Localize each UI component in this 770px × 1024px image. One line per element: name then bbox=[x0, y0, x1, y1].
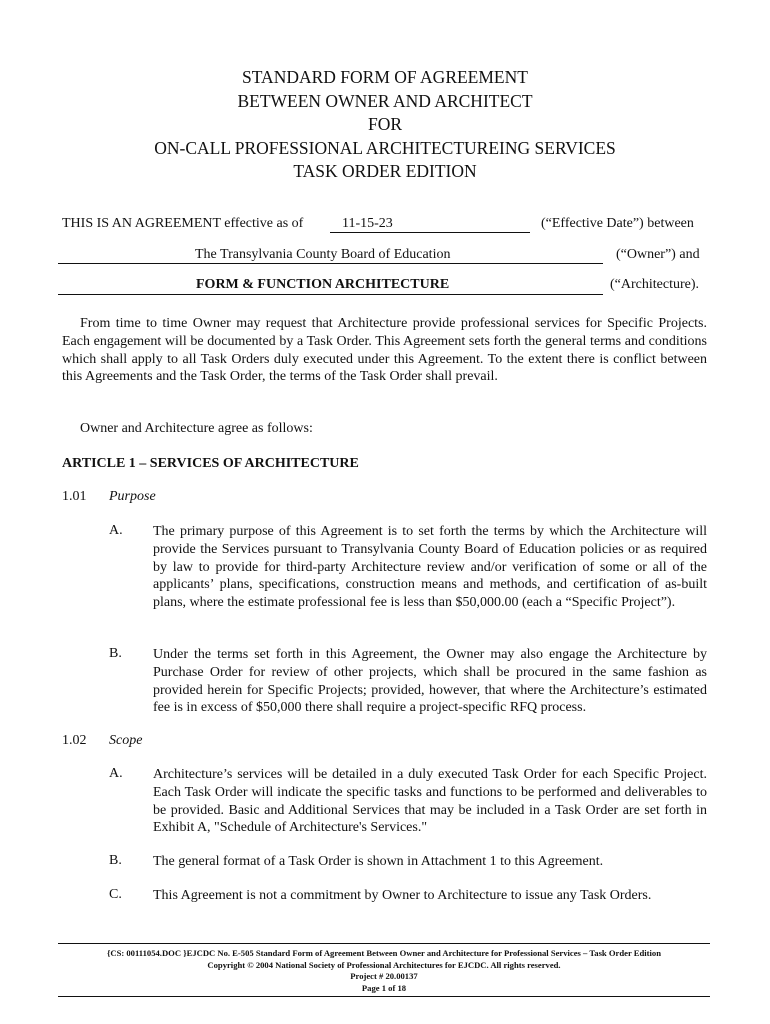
title-line-4: ON-CALL PROFESSIONAL ARCHITECTUREING SERVICES bbox=[154, 137, 616, 158]
footer-rule-top bbox=[58, 943, 710, 944]
item-1-01-b-text: Under the terms set forth in this Agreement, the Owner may also engage the Architecture by Purchase Order for review of other projects, which shall be procured in the same fashion as provided herein for Specific Projects; provided, however, that where the Architecture’s estimated fee is in excess of $50,000 there shall require a project-specific RFQ process. bbox=[153, 647, 707, 716]
title-line-2: BETWEEN OWNER AND ARCHITECT bbox=[237, 90, 533, 111]
owner-suffix: (“Owner”) and bbox=[616, 247, 700, 262]
title-line-5: TASK ORDER EDITION bbox=[293, 161, 477, 182]
section-1-02-heading: Scope bbox=[109, 733, 143, 748]
item-1-01-b-letter: B. bbox=[109, 646, 122, 661]
footer-page-number: Page 1 of 18 bbox=[361, 982, 407, 993]
article-1-heading: ARTICLE 1 – SERVICES OF ARCHITECTURE bbox=[62, 456, 359, 471]
agreement-preamble: Owner and Architecture agree as follows: bbox=[80, 421, 313, 436]
item-1-01-a-letter: A. bbox=[109, 523, 123, 538]
section-1-02-number: 1.02 bbox=[62, 733, 87, 748]
effective-date-value: 11-15-23 bbox=[342, 216, 393, 231]
effective-date-suffix: (“Effective Date”) between bbox=[541, 216, 694, 231]
page-footer bbox=[58, 948, 710, 994]
item-1-02-a-letter: A. bbox=[109, 766, 123, 781]
architect-name-underline bbox=[58, 294, 603, 295]
owner-name-underline bbox=[58, 263, 603, 264]
effective-date-underline bbox=[330, 232, 530, 233]
title-line-1: STANDARD FORM OF AGREEMENT bbox=[242, 67, 528, 87]
architect-suffix: (“Architecture). bbox=[610, 277, 699, 292]
architect-name-value: FORM & FUNCTION ARCHITECTURE bbox=[196, 277, 450, 292]
item-1-02-b-letter: B. bbox=[109, 853, 122, 868]
intro-paragraph: From time to time Owner may request that Architecture provide professional services for Specific Projects. Each engagement will be documented by a Task Order. This Agreement sets forth the general terms and conditions which shall apply to all Task Orders duly executed under this Agreement. To the extent there is conflict between this Agreements and the Task Order, the terms of the Task Order shall prevail. bbox=[62, 316, 707, 385]
footer-line-3: Project # 20.00137 bbox=[350, 971, 418, 981]
section-1-01-number: 1.01 bbox=[62, 489, 87, 504]
agreement-intro: THIS IS AN AGREEMENT effective as of bbox=[62, 216, 304, 231]
item-1-02-c-letter: C. bbox=[109, 887, 122, 902]
item-1-02-c-text: This Agreement is not a commitment by Owner to Architecture to issue any Task Orders. bbox=[153, 888, 652, 903]
title-line-3: FOR bbox=[367, 114, 403, 135]
section-1-01-heading: Purpose bbox=[109, 489, 156, 504]
footer-line-1: {CS: 00111054.DOC }EJCDC No. E-505 Standard Form of Agreement Between Owner and Architecture for Professional Services – Task Order Edition bbox=[107, 948, 661, 958]
footer-rule-bottom bbox=[58, 996, 710, 997]
item-1-02-b-text: The general format of a Task Order is shown in Attachment 1 to this Agreement. bbox=[153, 854, 604, 869]
footer-line-2: Copyright © 2004 National Society of Professional Architectures for EJCDC. All rights reserved. bbox=[207, 959, 561, 970]
item-1-01-a-text: The primary purpose of this Agreement is to set forth the terms by which the Architecture will provide the Services pursuant to Transylvania County Board of Education policies or as required by law to provide for third-party Architecture review and/or verification of some or all of the applicants’ plans, specifications, construction means and methods, and certification of as-built plans, where the estimate professional fee is less than $50,000.00 (each a “Specific Project”). bbox=[153, 524, 707, 611]
document-title bbox=[60, 66, 710, 184]
owner-name-value: The Transylvania County Board of Education bbox=[195, 247, 451, 262]
item-1-02-a-text: Architecture’s services will be detailed in a duly executed Task Order for each Specific Project. Each Task Order will indicate the specific tasks and functions to be performed and deliverables to be provided. Basic and Additional Services that may be included in a Task Order are set forth in Exhibit A, "Schedule of Architecture's Services." bbox=[153, 767, 707, 836]
